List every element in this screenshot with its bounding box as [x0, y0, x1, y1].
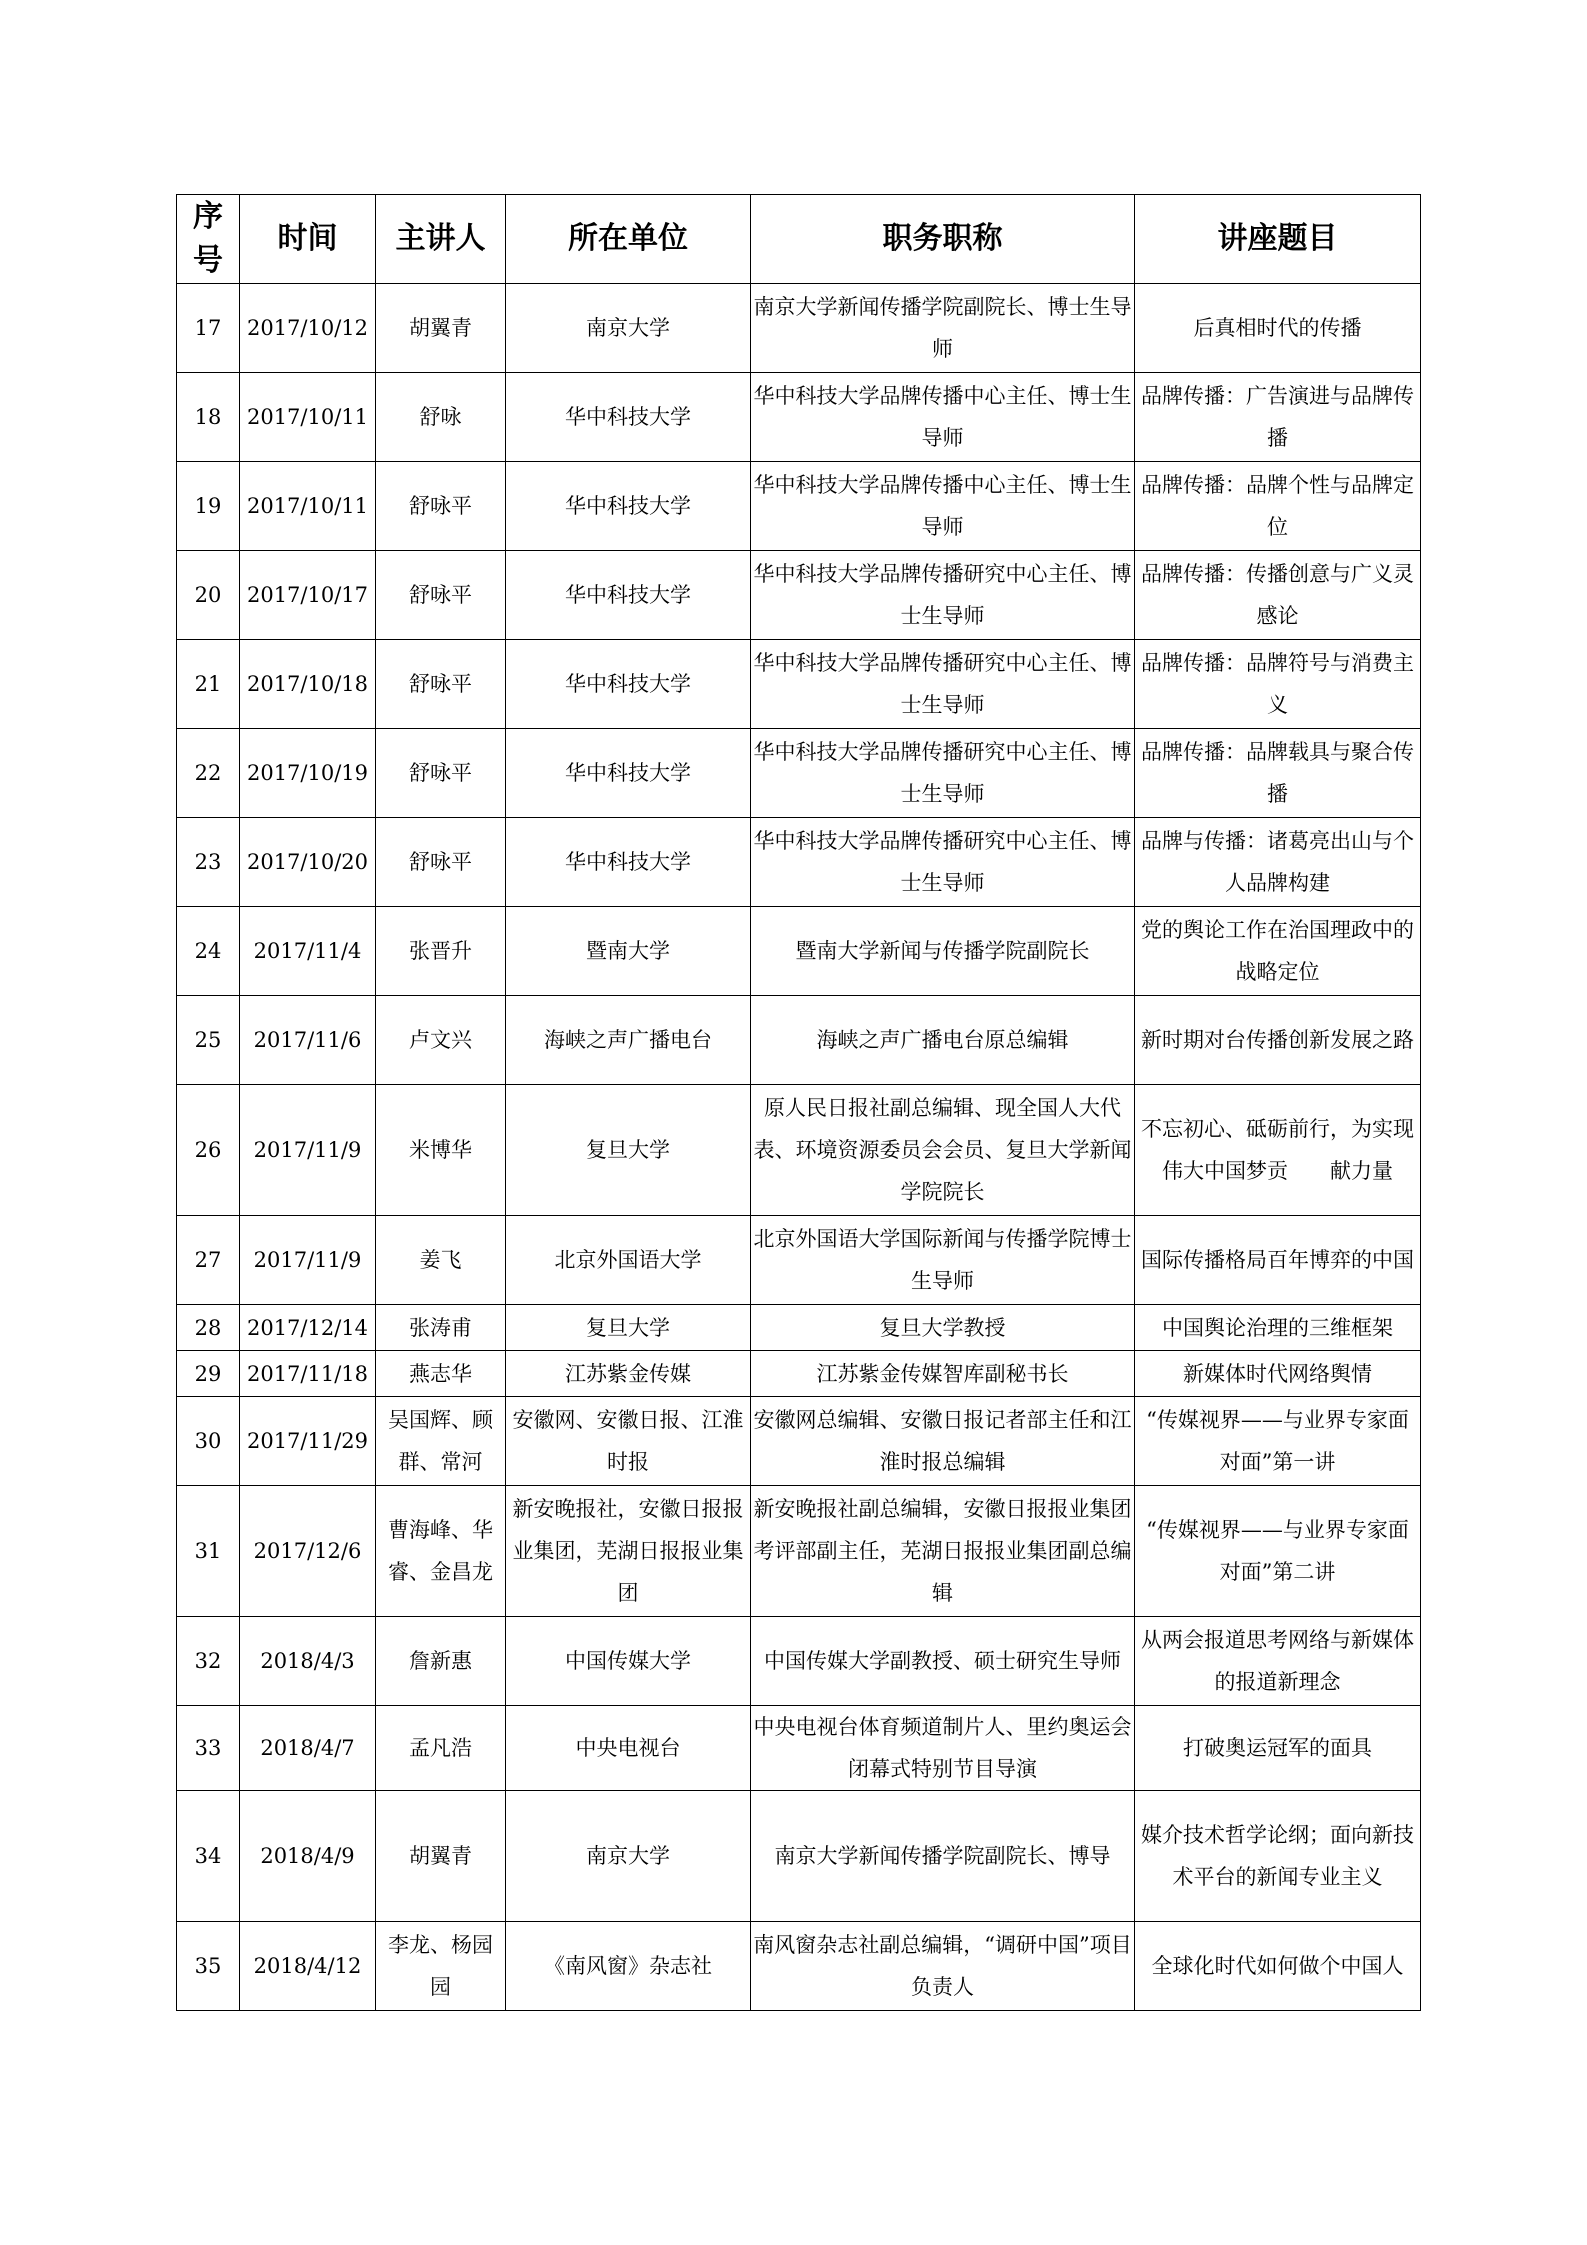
- cell-no: 28: [177, 1305, 240, 1351]
- table-body: [177, 284, 1421, 2011]
- cell-date: 2017/11/29: [240, 1397, 376, 1486]
- cell-unit: 新安晚报社，安徽日报报业集团，芜湖日报报业集团: [506, 1486, 751, 1617]
- cell-no: 35: [177, 1922, 240, 2011]
- cell-unit: 华中科技大学: [506, 462, 751, 551]
- header-title: 职务职称: [751, 195, 1135, 284]
- header-unit: 所在单位: [506, 195, 751, 284]
- cell-unit: 中央电视台: [506, 1706, 751, 1791]
- cell-topic: 新媒体时代网络舆情: [1135, 1351, 1421, 1397]
- cell-topic: 品牌传播：广告演进与品牌传播: [1135, 373, 1421, 462]
- header-topic: 讲座题目: [1135, 195, 1421, 284]
- cell-date: 2018/4/7: [240, 1706, 376, 1791]
- cell-topic: 品牌传播：品牌符号与消费主义: [1135, 640, 1421, 729]
- table-row: [177, 551, 1421, 640]
- cell-date: 2017/10/11: [240, 373, 376, 462]
- cell-topic: 媒介技术哲学论纲；面向新技术平台的新闻专业主义: [1135, 1791, 1421, 1922]
- cell-topic: “传媒视界——与业界专家面对面”第二讲: [1135, 1486, 1421, 1617]
- cell-topic: 从两会报道思考网络与新媒体的报道新理念: [1135, 1617, 1421, 1706]
- cell-no: 25: [177, 996, 240, 1085]
- cell-no: 19: [177, 462, 240, 551]
- header-no: 序号: [177, 195, 240, 284]
- cell-no: 29: [177, 1351, 240, 1397]
- cell-title: 华中科技大学品牌传播中心主任、博士生导师: [751, 462, 1135, 551]
- cell-title: 复旦大学教授: [751, 1305, 1135, 1351]
- cell-no: 23: [177, 818, 240, 907]
- cell-topic: 打破奥运冠军的面具: [1135, 1706, 1421, 1791]
- cell-title: 南风窗杂志社副总编辑，“调研中国”项目负责人: [751, 1922, 1135, 2011]
- cell-no: 18: [177, 373, 240, 462]
- cell-unit: 海峡之声广播电台: [506, 996, 751, 1085]
- table-row: [177, 1486, 1421, 1617]
- cell-speaker: 吴国辉、顾群、常河: [376, 1397, 506, 1486]
- cell-speaker: 孟凡浩: [376, 1706, 506, 1791]
- cell-topic: 品牌传播：品牌载具与聚合传播: [1135, 729, 1421, 818]
- cell-date: 2018/4/3: [240, 1617, 376, 1706]
- cell-unit: 华中科技大学: [506, 551, 751, 640]
- table-row: [177, 1397, 1421, 1486]
- cell-no: 26: [177, 1085, 240, 1216]
- cell-no: 31: [177, 1486, 240, 1617]
- cell-topic: 品牌与传播：诸葛亮出山与个人品牌构建: [1135, 818, 1421, 907]
- cell-topic: 党的舆论工作在治国理政中的战略定位: [1135, 907, 1421, 996]
- lecture-table: [176, 194, 1421, 2011]
- cell-speaker: 舒咏: [376, 373, 506, 462]
- cell-speaker: 张晋升: [376, 907, 506, 996]
- table-row: [177, 818, 1421, 907]
- cell-title: 北京外国语大学国际新闻与传播学院博士生导师: [751, 1216, 1135, 1305]
- cell-title: 南京大学新闻传播学院副院长、博导: [751, 1791, 1135, 1922]
- cell-date: 2017/10/20: [240, 818, 376, 907]
- cell-topic: 后真相时代的传播: [1135, 284, 1421, 373]
- cell-speaker: 詹新惠: [376, 1617, 506, 1706]
- header-row: [177, 195, 1421, 284]
- table-row: [177, 1706, 1421, 1791]
- cell-speaker: 舒咏平: [376, 640, 506, 729]
- cell-unit: 南京大学: [506, 1791, 751, 1922]
- cell-title: 新安晚报社副总编辑，安徽日报报业集团考评部副主任，芜湖日报报业集团副总编辑: [751, 1486, 1135, 1617]
- cell-title: 华中科技大学品牌传播中心主任、博士生导师: [751, 373, 1135, 462]
- cell-speaker: 舒咏平: [376, 462, 506, 551]
- cell-speaker: 舒咏平: [376, 729, 506, 818]
- cell-date: 2018/4/12: [240, 1922, 376, 2011]
- cell-date: 2017/10/12: [240, 284, 376, 373]
- cell-date: 2017/11/9: [240, 1085, 376, 1216]
- cell-unit: 南京大学: [506, 284, 751, 373]
- cell-date: 2017/12/14: [240, 1305, 376, 1351]
- table-row: [177, 640, 1421, 729]
- table-row: [177, 284, 1421, 373]
- table-row: [177, 462, 1421, 551]
- cell-no: 17: [177, 284, 240, 373]
- cell-speaker: 卢文兴: [376, 996, 506, 1085]
- cell-topic: “传媒视界——与业界专家面对面”第一讲: [1135, 1397, 1421, 1486]
- cell-unit: 华中科技大学: [506, 640, 751, 729]
- cell-unit: 安徽网、安徽日报、江淮时报: [506, 1397, 751, 1486]
- table-row: [177, 907, 1421, 996]
- cell-unit: 暨南大学: [506, 907, 751, 996]
- table-row: [177, 1617, 1421, 1706]
- cell-date: 2017/11/18: [240, 1351, 376, 1397]
- cell-unit: 复旦大学: [506, 1085, 751, 1216]
- table-row: [177, 1922, 1421, 2011]
- table-row: [177, 1216, 1421, 1305]
- cell-title: 中国传媒大学副教授、硕士研究生导师: [751, 1617, 1135, 1706]
- cell-title: 暨南大学新闻与传播学院副院长: [751, 907, 1135, 996]
- cell-title: 江苏紫金传媒智库副秘书长: [751, 1351, 1135, 1397]
- cell-no: 34: [177, 1791, 240, 1922]
- cell-unit: 华中科技大学: [506, 729, 751, 818]
- header-speaker: 主讲人: [376, 195, 506, 284]
- cell-no: 33: [177, 1706, 240, 1791]
- table-row: [177, 1351, 1421, 1397]
- cell-speaker: 姜飞: [376, 1216, 506, 1305]
- cell-unit: 江苏紫金传媒: [506, 1351, 751, 1397]
- cell-no: 32: [177, 1617, 240, 1706]
- cell-date: 2017/10/11: [240, 462, 376, 551]
- cell-topic: 品牌传播：传播创意与广义灵感论: [1135, 551, 1421, 640]
- cell-unit: 华中科技大学: [506, 373, 751, 462]
- cell-title: 原人民日报社副总编辑、现全国人大代表、环境资源委员会会员、复旦大学新闻学院院长: [751, 1085, 1135, 1216]
- cell-no: 24: [177, 907, 240, 996]
- cell-date: 2017/10/17: [240, 551, 376, 640]
- cell-speaker: 胡翼青: [376, 1791, 506, 1922]
- cell-topic: 品牌传播：品牌个性与品牌定位: [1135, 462, 1421, 551]
- cell-no: 27: [177, 1216, 240, 1305]
- cell-speaker: 舒咏平: [376, 818, 506, 907]
- cell-date: 2017/12/6: [240, 1486, 376, 1617]
- cell-date: 2018/4/9: [240, 1791, 376, 1922]
- cell-no: 20: [177, 551, 240, 640]
- cell-speaker: 燕志华: [376, 1351, 506, 1397]
- cell-unit: 华中科技大学: [506, 818, 751, 907]
- cell-unit: 复旦大学: [506, 1305, 751, 1351]
- table-row: [177, 373, 1421, 462]
- cell-speaker: 曹海峰、华睿、金昌龙: [376, 1486, 506, 1617]
- cell-title: 华中科技大学品牌传播研究中心主任、博士生导师: [751, 729, 1135, 818]
- cell-speaker: 舒咏平: [376, 551, 506, 640]
- cell-topic: 新时期对台传播创新发展之路: [1135, 996, 1421, 1085]
- cell-speaker: 胡翼青: [376, 284, 506, 373]
- cell-date: 2017/10/18: [240, 640, 376, 729]
- table-row: [177, 1791, 1421, 1922]
- cell-title: 安徽网总编辑、安徽日报记者部主任和江淮时报总编辑: [751, 1397, 1135, 1486]
- cell-speaker: 米博华: [376, 1085, 506, 1216]
- table-row: [177, 996, 1421, 1085]
- table-row: [177, 1085, 1421, 1216]
- cell-title: 南京大学新闻传播学院副院长、博士生导师: [751, 284, 1135, 373]
- cell-no: 22: [177, 729, 240, 818]
- cell-unit: 《南风窗》杂志社: [506, 1922, 751, 2011]
- cell-speaker: 李龙、杨园园: [376, 1922, 506, 2011]
- table-row: [177, 729, 1421, 818]
- cell-date: 2017/11/4: [240, 907, 376, 996]
- cell-unit: 北京外国语大学: [506, 1216, 751, 1305]
- cell-title: 华中科技大学品牌传播研究中心主任、博士生导师: [751, 551, 1135, 640]
- cell-no: 30: [177, 1397, 240, 1486]
- cell-title: 中央电视台体育频道制片人、里约奥运会闭幕式特别节目导演: [751, 1706, 1135, 1791]
- cell-topic: 不忘初心、砥砺前行，为实现伟大中国梦贡 献力量: [1135, 1085, 1421, 1216]
- cell-topic: 国际传播格局百年博弈的中国: [1135, 1216, 1421, 1305]
- cell-unit: 中国传媒大学: [506, 1617, 751, 1706]
- cell-title: 海峡之声广播电台原总编辑: [751, 996, 1135, 1085]
- cell-date: 2017/11/9: [240, 1216, 376, 1305]
- cell-topic: 中国舆论治理的三维框架: [1135, 1305, 1421, 1351]
- cell-topic: 全球化时代如何做个中国人: [1135, 1922, 1421, 2011]
- header-date: 时间: [240, 195, 376, 284]
- table-row: [177, 1305, 1421, 1351]
- cell-date: 2017/10/19: [240, 729, 376, 818]
- cell-title: 华中科技大学品牌传播研究中心主任、博士生导师: [751, 640, 1135, 729]
- cell-title: 华中科技大学品牌传播研究中心主任、博士生导师: [751, 818, 1135, 907]
- cell-date: 2017/11/6: [240, 996, 376, 1085]
- cell-no: 21: [177, 640, 240, 729]
- cell-speaker: 张涛甫: [376, 1305, 506, 1351]
